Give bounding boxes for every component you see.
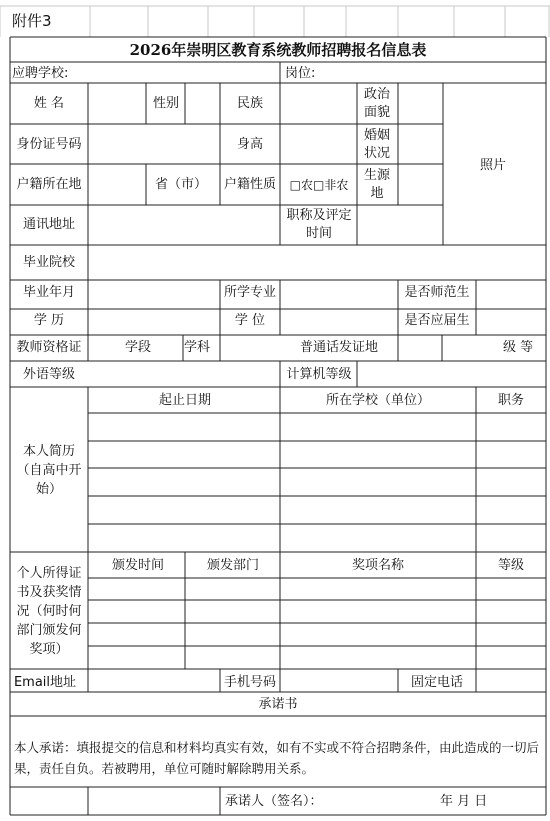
sign-date: 年 月 日 bbox=[440, 794, 488, 809]
resume-label-3: 始） bbox=[35, 482, 63, 497]
awards-label-5: 奖项） bbox=[29, 642, 69, 657]
grad-date-label: 毕业年月 bbox=[22, 285, 76, 300]
computer-label: 计算机等级 bbox=[286, 367, 352, 382]
signer-label: 承诺人（签名）： bbox=[225, 794, 323, 809]
name-label: 姓 名 bbox=[33, 96, 65, 111]
hukou-place-label: 户籍所在地 bbox=[16, 177, 82, 192]
resume-label-2: （自高中开 bbox=[16, 463, 82, 478]
mobile-label: 手机号码 bbox=[223, 675, 277, 690]
form-title: 2026年崇明区教育系统教师招聘报名信息表 bbox=[129, 41, 427, 59]
foreign-lang-label: 外语等级 bbox=[22, 367, 76, 382]
mandarin-label: 普通话发证地 bbox=[299, 340, 379, 355]
subject-label: 学科 bbox=[183, 340, 211, 355]
marital-label-1: 婚姻 bbox=[363, 128, 391, 143]
origin-label-1: 生源 bbox=[363, 168, 391, 183]
ethnic-label: 民族 bbox=[236, 96, 264, 111]
hukou-options: □农□非农 bbox=[289, 178, 349, 192]
awards-label-4: 部门颁发何 bbox=[16, 623, 82, 638]
period-header: 起止日期 bbox=[158, 393, 212, 408]
title-time-label-2: 时间 bbox=[305, 226, 333, 241]
teacher-cert-label: 教师资格证 bbox=[16, 340, 82, 355]
level-grade-label: 级 等 bbox=[503, 340, 534, 355]
political-label-1: 政治 bbox=[363, 87, 391, 102]
phone-label: 固定电话 bbox=[410, 675, 464, 690]
unit-header: 所在学校（单位） bbox=[325, 393, 431, 408]
duty-header: 职务 bbox=[497, 393, 525, 408]
degree-label: 学 位 bbox=[234, 313, 266, 328]
resume-label-1: 本人简历 bbox=[22, 444, 76, 459]
apply-school-label: 应聘学校: bbox=[12, 66, 69, 81]
is-normal-label: 是否师范生 bbox=[404, 285, 470, 300]
pledge-text: 本人承诺：填报提交的信息和材料均真实有效，如有不实或不符合招聘条件，由此造成的一切后果，责任自负。若被聘用，单位可随时解除聘用关系。 bbox=[14, 740, 540, 776]
post-label: 岗位: bbox=[285, 66, 316, 81]
is-fresh-label: 是否应届生 bbox=[404, 313, 470, 328]
awards-label-1: 个人所得证 bbox=[16, 566, 82, 581]
political-label-2: 面貌 bbox=[363, 105, 391, 120]
province-city-label: 省（市） bbox=[154, 177, 208, 192]
title-time-label-1: 职称及评定 bbox=[286, 208, 352, 223]
id-number-label: 身份证号码 bbox=[16, 137, 82, 152]
issue-dept-header: 颁发部门 bbox=[206, 558, 260, 573]
grad-school-label: 毕业院校 bbox=[22, 255, 76, 270]
award-grade-header: 等级 bbox=[497, 558, 525, 573]
photo-label: 照片 bbox=[479, 158, 507, 173]
email-label: Email地址 bbox=[13, 675, 77, 690]
hukou-type-label: 户籍性质 bbox=[223, 177, 277, 192]
awards-label-3: 况（何时何 bbox=[16, 604, 82, 619]
pledge-title: 承诺书 bbox=[258, 697, 298, 712]
award-name-header: 奖项名称 bbox=[351, 558, 405, 573]
education-label: 学 历 bbox=[33, 313, 65, 328]
annex-label: 附件3 bbox=[12, 12, 52, 30]
origin-label-2: 地 bbox=[370, 186, 384, 201]
stage-label: 学段 bbox=[124, 340, 152, 355]
gender-label: 性别 bbox=[152, 96, 180, 111]
awards-label-2: 书及获奖情 bbox=[16, 585, 82, 600]
major-label: 所学专业 bbox=[223, 285, 277, 300]
marital-label-2: 状况 bbox=[363, 146, 391, 161]
issue-time-header: 颁发时间 bbox=[111, 558, 165, 573]
height-label: 身高 bbox=[236, 137, 264, 152]
address-label: 通讯地址 bbox=[22, 217, 76, 232]
